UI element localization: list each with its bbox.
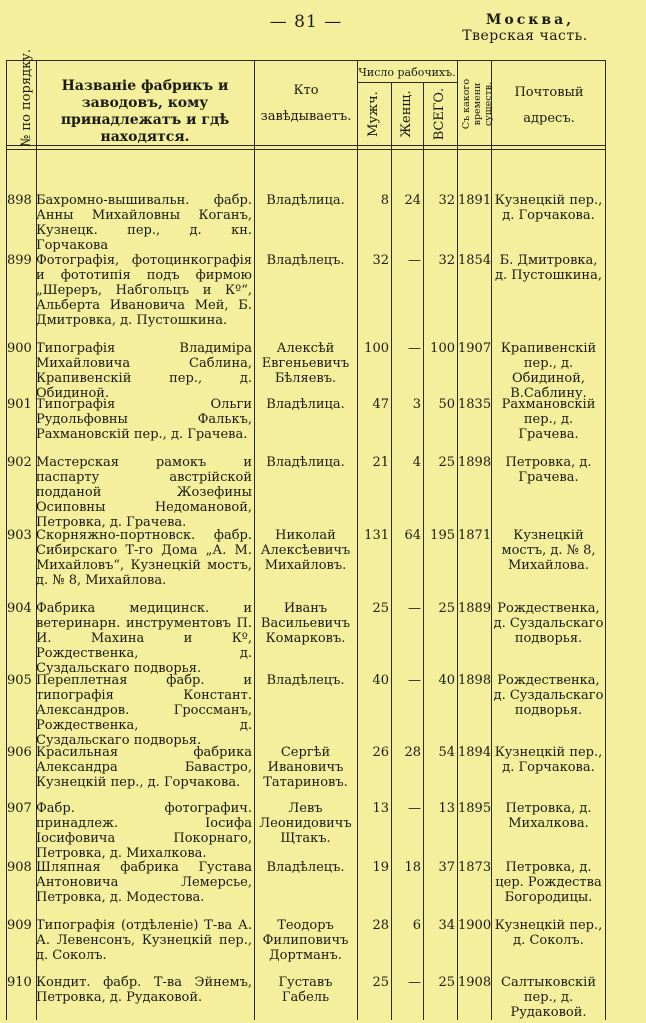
row-address: Кузнецкій пер., д. Соколъ. — [494, 918, 603, 948]
row-address: Петровка, д. Грачева. — [505, 455, 592, 485]
row-manager: Алексѣй Евгеньевичъ Бѣляевъ. — [261, 341, 350, 386]
row-total: 32 — [438, 193, 455, 208]
row-number: 909 — [7, 918, 32, 933]
row-name: Бахромно-вышивальн. фабр. Анны Михайловны Коганъ, Кузнецк. пер., д. кн. Горчакова — [36, 193, 252, 253]
row-number: 899 — [7, 253, 32, 268]
row-address: Рахмановскій пер., д. Грачева. — [501, 397, 596, 442]
header-no: № по порядку. — [19, 49, 34, 147]
row-address: Б. Дмитровка, д. Пустошкина, — [495, 253, 602, 283]
row-address: Рождественка, д. Суздальскаго подворья. — [493, 673, 604, 718]
row-number: 907 — [7, 801, 32, 816]
header-address: Почтовый адресъ. — [514, 85, 584, 126]
row-women: 3 — [412, 397, 421, 412]
row-address: Кузнецкій пер., д. Горчакова. — [494, 745, 603, 775]
row-number: 905 — [7, 673, 32, 688]
row-total: 34 — [438, 918, 455, 933]
col-divider — [423, 82, 424, 1020]
row-manager: Сергѣй Ивановичъ Татариновъ. — [263, 745, 348, 790]
header-men: Мужч. — [366, 91, 381, 137]
header-manager: Кто завѣдываетъ. — [260, 83, 352, 124]
page-number: — 81 — — [269, 12, 343, 32]
row-manager: Теодоръ Филиповичъ Дортманъ. — [262, 918, 349, 963]
row-women: 4 — [412, 455, 421, 470]
row-name: Скорняжно-портновск. фабр. Сибирскаго Т-го Дома „А. М. Михайловъ“, Кузнецкій мостъ, д. № 8, Михайлова. — [36, 528, 252, 588]
row-since: 1898 — [458, 673, 492, 688]
row-women: — — [408, 341, 421, 356]
row-total: 32 — [438, 253, 455, 268]
row-men: 21 — [372, 455, 389, 470]
row-since: 1908 — [458, 975, 492, 990]
row-total: 195 — [430, 528, 455, 543]
row-total: 25 — [438, 975, 455, 990]
row-manager: Владѣлица. — [266, 193, 345, 208]
row-total: 37 — [438, 860, 455, 875]
row-total: 13 — [438, 801, 455, 816]
header-rule — [6, 149, 606, 150]
row-men: 25 — [372, 601, 389, 616]
row-total: 54 — [438, 745, 455, 760]
row-since: 1894 — [458, 745, 492, 760]
row-number: 908 — [7, 860, 32, 875]
row-men: 47 — [372, 397, 389, 412]
row-total: 25 — [438, 601, 455, 616]
row-manager: Николай Алексѣевичъ Михайловъ. — [260, 528, 351, 573]
row-manager: Владѣлецъ. — [266, 673, 345, 688]
row-manager: Густавъ Габель — [278, 975, 333, 1005]
row-name: Типографія Владиміра Михайловича Саблина, Крапивенскій пер., д. Обидиной. — [36, 341, 252, 401]
row-men: 40 — [372, 673, 389, 688]
row-men: 131 — [364, 528, 389, 543]
row-men: 25 — [372, 975, 389, 990]
row-manager: Владѣлица. — [266, 455, 345, 470]
row-number: 904 — [7, 601, 32, 616]
row-women: — — [408, 601, 421, 616]
row-manager: Иванъ Васильевичъ Комарковъ. — [260, 601, 351, 646]
row-total: 40 — [438, 673, 455, 688]
col-divider — [491, 60, 492, 1020]
row-number: 902 — [7, 455, 32, 470]
row-name: Фабрика медицинск. и ветеринарн. инструментовъ П. И. Махина и Кº, Рождественка, д. Суздальскаго подворья. — [36, 601, 252, 676]
row-men: 100 — [364, 341, 389, 356]
row-name: Типографія Ольги Рудольфовны Фалькъ, Рахмановскій пер., д. Грачева. — [36, 397, 252, 442]
header-total: ВСЕГО. — [432, 87, 447, 141]
row-number: 901 — [7, 397, 32, 412]
page-header — [0, 0, 646, 60]
header-since: Съ какого времени существ. — [461, 78, 494, 130]
header-workers-group: Число рабочихъ. — [358, 66, 456, 79]
row-men: 28 — [372, 918, 389, 933]
row-manager: Владѣлецъ. — [266, 860, 345, 875]
row-men: 13 — [372, 801, 389, 816]
row-men: 26 — [372, 745, 389, 760]
row-name: Фабр. фотографич. принадлеж. Іосифа Іосифовича Покорнаго, Петровка, д. Михалкова. — [36, 801, 252, 861]
row-total: 25 — [438, 455, 455, 470]
row-total: 100 — [430, 341, 455, 356]
row-address: Крапивенскій пер., д. Обидиной, В.Саблину. — [500, 341, 597, 401]
row-women: 24 — [404, 193, 421, 208]
row-number: 898 — [7, 193, 32, 208]
row-men: 32 — [372, 253, 389, 268]
row-women: — — [408, 673, 421, 688]
row-number: 906 — [7, 745, 32, 760]
row-women: — — [408, 975, 421, 990]
row-men: 19 — [372, 860, 389, 875]
row-name: Красильная фабрика Александра Бавастро, Кузнецкій пер., д. Горчакова. — [36, 745, 252, 790]
row-since: 1889 — [458, 601, 492, 616]
row-manager: Владѣлецъ. — [266, 253, 345, 268]
header-women: Женщ. — [399, 90, 414, 138]
row-total: 50 — [438, 397, 455, 412]
row-address: Салтыковскій пер., д. Рудаковой. — [501, 975, 596, 1020]
region-city: Москва, — [485, 12, 575, 28]
row-name: Фотографія, фотоцинкографія и фототипія подъ фирмою „Шереръ, Набгольцъ и Кº“, Альберта Ивановича Мей, Б. Дмитровка, д. Пустошкина. — [36, 253, 252, 328]
row-address: Кузнецкій мостъ, д. № 8, Михайлова. — [501, 528, 596, 573]
row-manager: Владѣлица. — [266, 397, 345, 412]
row-men: 8 — [380, 193, 389, 208]
row-women: 64 — [404, 528, 421, 543]
row-number: 903 — [7, 528, 32, 543]
row-since: 1907 — [458, 341, 492, 356]
row-since: 1891 — [458, 193, 492, 208]
row-since: 1835 — [458, 397, 492, 412]
row-address: Петровка, д. цер. Рождества Богородицы. — [495, 860, 602, 905]
col-divider — [254, 60, 255, 1020]
row-address: Рождественка, д. Суздальскаго подворья. — [493, 601, 604, 646]
row-women: 6 — [412, 918, 421, 933]
col-divider — [391, 82, 392, 1020]
row-name: Шляпная фабрика Густава Антоновича Лемерсье, Петровка, д. Модестова. — [36, 860, 252, 905]
row-number: 910 — [7, 975, 32, 990]
row-since: 1895 — [458, 801, 492, 816]
row-since: 1873 — [458, 860, 492, 875]
row-name: Типографія (отдѣленіе) Т-ва А. А. Левенсонъ, Кузнецкій пер., д. Соколъ. — [36, 918, 252, 963]
row-since: 1854 — [458, 253, 492, 268]
row-number: 900 — [7, 341, 32, 356]
row-since: 1898 — [458, 455, 492, 470]
row-since: 1900 — [458, 918, 492, 933]
row-women: — — [408, 801, 421, 816]
row-manager: Левъ Леонидовичъ Щтакъ. — [259, 801, 352, 846]
region-district: Тверская часть. — [462, 28, 588, 44]
row-women: — — [408, 253, 421, 268]
row-women: 28 — [404, 745, 421, 760]
row-since: 1871 — [458, 528, 492, 543]
row-name: Кондит. фабр. Т-ва Эйнемъ, Петровка, д. Рудаковой. — [36, 975, 252, 1005]
header-name: Названіе фабрикъ и заводовъ, кому принадлежатъ и гдѣ находятся. — [60, 78, 230, 145]
row-name: Мастерская рамокъ и паспарту австрійской подданой Жозефины Осиповны Недомановой, Петровка, д. Грачева. — [36, 455, 252, 530]
row-women: 18 — [404, 860, 421, 875]
row-address: Кузнецкій пер., д. Горчакова. — [494, 193, 603, 223]
row-address: Петровка, д. Михалкова. — [505, 801, 592, 831]
row-name: Переплетная фабр. и типографія Констант. Александров. Гроссманъ, Рождественка, д. Суздальскаго подворья. — [36, 673, 252, 748]
